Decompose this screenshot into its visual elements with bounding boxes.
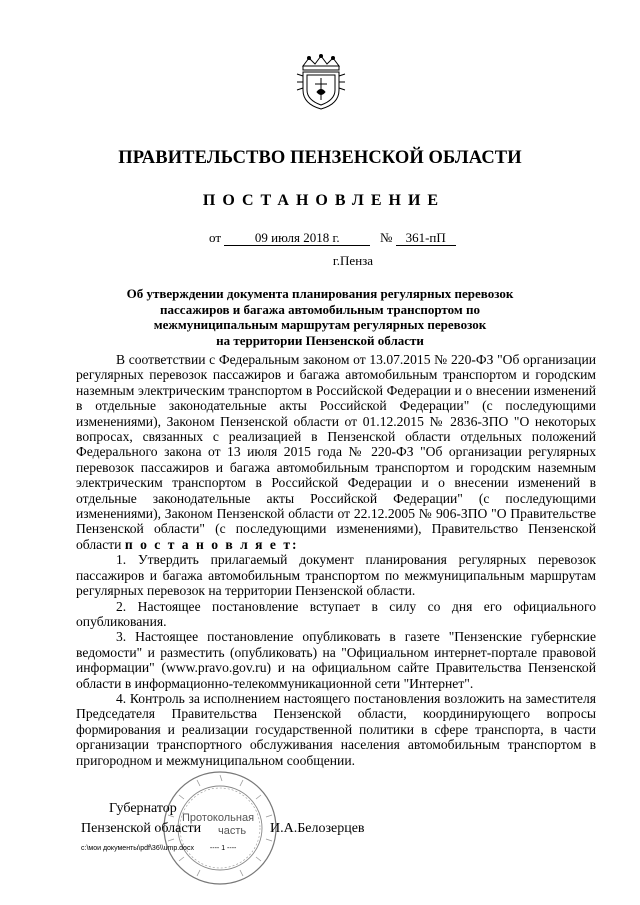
decree-item-2: 2. Настоящее постановление вступает в силу со дня его официального опубликования. — [76, 598, 596, 629]
decree-item-1: 1. Утвердить прилагаемый документ планирования регулярных перевозок пассажиров и багажа автомобильным транспортом по межмуниципальным маршрутам регулярных перевозок на территории Пензенской области. — [76, 552, 596, 599]
file-path: c:\мои документы\pdf\36\\ump.docx — [81, 845, 194, 852]
coat-of-arms-icon — [295, 54, 347, 110]
date-number-line — [209, 230, 456, 246]
subject-line: пассажиров и багажа автомобильным транспортом по — [160, 301, 480, 317]
decree-item-4: 4. Контроль за исполнением настоящего постановления возложить на заместителя Председателя Правительства Пензенской области, координирующего вопросы формирования и реализации государственной политики в сфере транспорта, в части организации транспортного обслуживания населения автомобильным транспортом в пригородном и межмуниципальном сообщении. — [76, 690, 596, 768]
date-prefix: от — [209, 230, 222, 245]
preamble-paragraph — [76, 352, 596, 552]
subject-line: межмуниципальным маршрутам регулярных перевозок — [153, 317, 487, 332]
subject-line: Об утверждении документа планирования регулярных перевозок — [126, 286, 514, 301]
stamp-label-line: Протокольная — [182, 812, 255, 824]
organization-title: ПРАВИТЕЛЬСТВО ПЕНЗЕНСКОЙ ОБЛАСТИ — [118, 148, 522, 168]
signatory-name: И.А.Белозерцев — [270, 821, 365, 836]
number-prefix: № — [380, 230, 393, 245]
page-number: 1 — [221, 845, 226, 852]
file-path-footer: c:\мои документы\pdf\36\\ump.docx ---- 1 ---- — [81, 845, 237, 852]
document-subject — [90, 286, 550, 348]
signatory-title-line2: Пензенской области — [81, 821, 202, 836]
document-date: 09 июля 2018 г. — [224, 230, 370, 246]
signatory-title-line1: Губернатор — [109, 801, 177, 816]
decree-word: п о с т а н о в л я е т: — [124, 536, 299, 552]
preamble-text: В соответствии с Федеральным законом от 13.07.2015 № 220-ФЗ "Об организации регулярных перевозок пассажиров и багажа автомобильным транспортом и городским наземным электрическим транспортом в Российской Федерации и о внесении изменений в отдельные законодательные акты Российской Федерации" (с последующими изменениями), Законом Пензенской области от 01.12.2015 № 2836-ЗПО "О некоторых вопросах, связанных с реализацией в Пензенской области отдельных положений Федерального закона от 13 июля 2015 года № 220-ФЗ "Об организации регулярных перевозок пассажиров и багажа автомобильным транспортом и городским наземным электрическим транспортом в Российской Федерации и о внесении изменений в отдельные законодательные акты Российской Федерации" (с последующими изменениями), Законом Пензенской области от 22.12.2005 № 906-ЗПО "О Правительстве Пензенской области" (с последующими изменениями), Правительство Пензенской области — [76, 352, 596, 552]
document-number: 361-пП — [396, 230, 456, 246]
document-type: ПОСТАНОВЛЕНИЕ — [202, 192, 446, 209]
document-body — [76, 352, 596, 768]
stamp-label-line: часть — [218, 825, 247, 837]
decree-item-3: 3. Настоящее постановление опубликовать в газете "Пензенские губернские ведомости" и разместить (опубликовать) на "Официальном интернет-портале правовой информации" (www.pravo.gov.ru) и на официальном сайте Правительства Пензенской области в информационно-телекоммуникационной сети "Интернет". — [76, 629, 596, 691]
document-city: г.Пенза — [332, 253, 374, 268]
subject-line: на территории Пензенской области — [216, 332, 424, 348]
